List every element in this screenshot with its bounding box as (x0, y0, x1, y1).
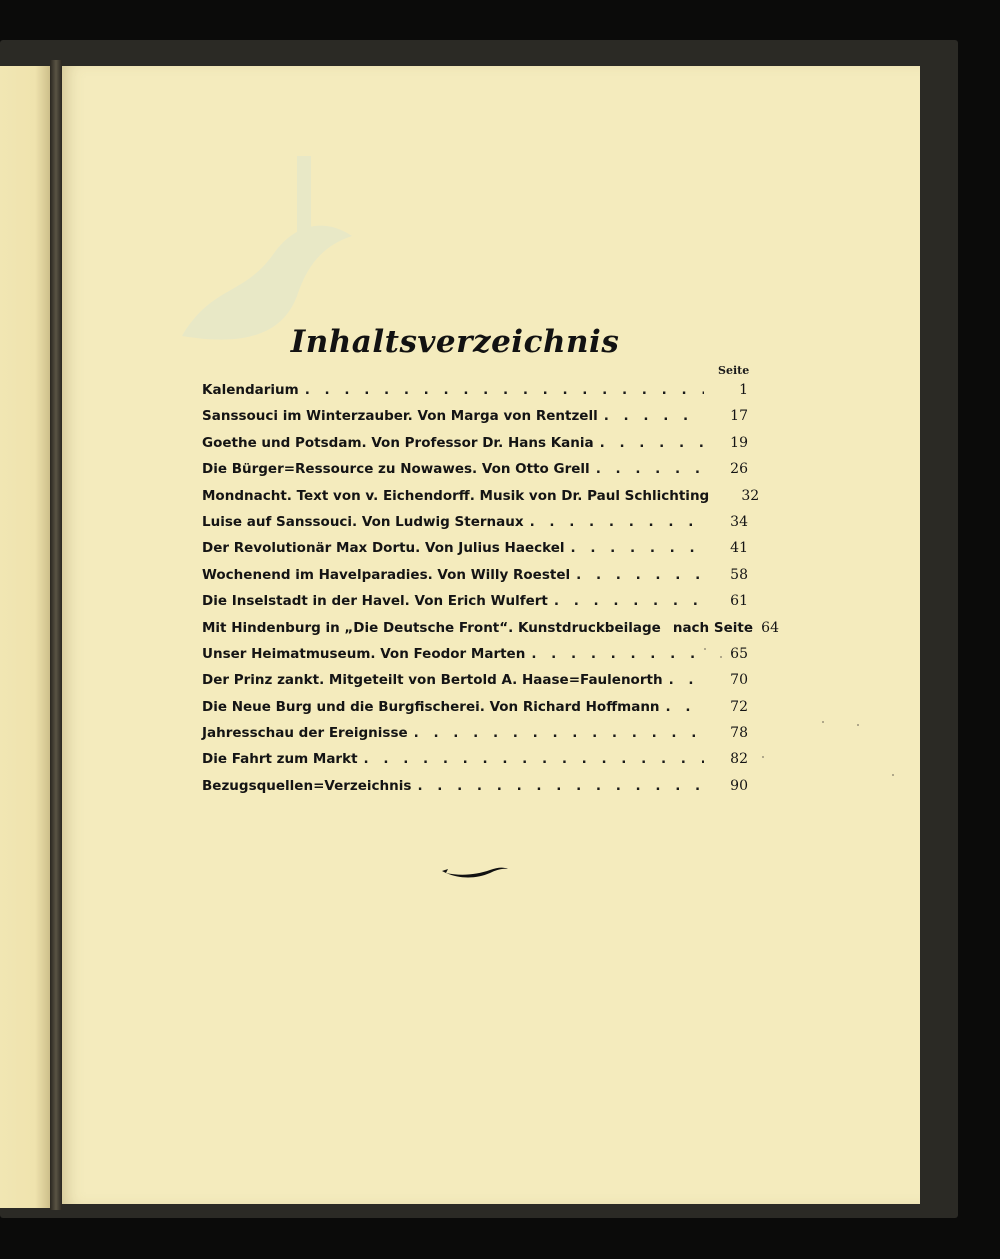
toc-entry (202, 461, 748, 487)
dot-leader (364, 751, 704, 767)
dot-leader (414, 725, 704, 741)
toc-entry-title: Unser Heimatmuseum. Von Feodor Marten (202, 645, 526, 662)
toc-entry-title: Bezugsquellen=Verzeichnis (202, 777, 412, 794)
toc-entry-title: Jahresschau der Ereignisse (202, 725, 408, 742)
toc-entry (202, 408, 748, 434)
dot-leader (669, 672, 704, 688)
toc-entry-title: Luise auf Sanssouci. Von Ludwig Sternaux (202, 513, 524, 530)
toc-entry-title: Die Inselstadt in der Havel. Von Erich Wulfert (202, 593, 548, 610)
toc-entry (202, 487, 760, 514)
dot-leader (554, 593, 704, 609)
dot-leader (576, 567, 704, 583)
toc-entry-title: Der Prinz zankt. Mitgeteilt von Bertold A. Haase=Faulenorth (202, 672, 663, 689)
toc-entry-page: 26 (730, 461, 748, 478)
toc-entry (202, 619, 779, 646)
page-title: Inhaltsverzeichnis (290, 324, 620, 360)
toc-entry-page: 70 (730, 672, 748, 689)
end-ornament-icon (440, 862, 510, 884)
dot-leader (666, 699, 704, 715)
toc-entry-page: 17 (730, 408, 748, 425)
toc-entry-page: 34 (730, 513, 748, 530)
paper-speck (762, 756, 764, 758)
toc-entry (202, 435, 748, 461)
toc-entry-page: 72 (730, 698, 748, 715)
dot-leader (600, 435, 704, 451)
toc-entry (202, 699, 748, 725)
toc-entry-page: 90 (730, 777, 748, 794)
toc-entry (202, 540, 748, 566)
toc-entry (202, 514, 748, 540)
toc-entry-title: Wochenend im Havelparadies. Von Willy Roestel (202, 566, 571, 583)
toc-entry-title: Mondnacht. Text von v. Eichendorff. Musik von Dr. Paul Schlichting (202, 487, 710, 504)
toc-entry (202, 778, 748, 804)
paper-speck (822, 721, 824, 723)
toc-entry-page: 58 (730, 566, 748, 583)
toc-entry-page: 78 (730, 725, 748, 742)
toc-entry-title: Der Revolutionär Max Dortu. Von Julius Haeckel (202, 540, 565, 557)
paper-speck (720, 656, 722, 658)
toc-entry-title: Mit Hindenburg in „Die Deutsche Front“. Kunstdruckbeilage (202, 619, 661, 636)
toc-entry-title: Kalendarium (202, 382, 299, 398)
toc-entry-page-prefix: nach Seite (672, 619, 753, 636)
toc-entry-title: Die Neue Burg und die Burgfischerei. Von Richard Hoffmann (202, 698, 660, 715)
toc-entry (202, 646, 748, 672)
toc-entry-page: 19 (730, 434, 748, 451)
dot-leader (305, 382, 704, 398)
dot-leader (604, 408, 704, 424)
dot-leader (571, 540, 705, 556)
toc-entry-title: Die Bürger=Ressource zu Nowawes. Von Otto Grell (202, 461, 590, 478)
toc-entry-title: Sanssouci im Winterzauber. Von Marga von Rentzell (202, 408, 598, 425)
paper-speck (704, 648, 706, 650)
toc-entry (202, 751, 748, 777)
toc-entry (202, 725, 748, 751)
table-of-contents (202, 382, 779, 804)
dot-leader (596, 461, 704, 477)
toc-entry (202, 567, 748, 593)
page-column-label: Seite (718, 364, 750, 377)
toc-entry (202, 593, 748, 619)
toc-entry-page: 64 (761, 619, 779, 636)
toc-entry-page: 41 (730, 540, 748, 557)
toc-entry-page: 61 (730, 593, 748, 610)
book-gutter (50, 60, 62, 1210)
paper-speck (857, 724, 859, 726)
toc-entry-page: 82 (730, 751, 748, 768)
dot-leader (530, 514, 704, 530)
paper-speck (892, 774, 894, 776)
toc-entry-title: Die Fahrt zum Markt (202, 751, 358, 768)
toc-entry-page: 32 (741, 487, 760, 504)
contents-page (62, 66, 920, 1204)
toc-entry (202, 672, 748, 698)
toc-entry (202, 382, 748, 408)
toc-entry-page: 1 (739, 382, 748, 398)
dot-leader (531, 646, 704, 662)
toc-entry-page: 65 (730, 645, 748, 662)
toc-entry-title: Goethe und Potsdam. Von Professor Dr. Hans Kania (202, 434, 594, 451)
left-page-edge (0, 66, 50, 1208)
dot-leader (417, 778, 704, 794)
